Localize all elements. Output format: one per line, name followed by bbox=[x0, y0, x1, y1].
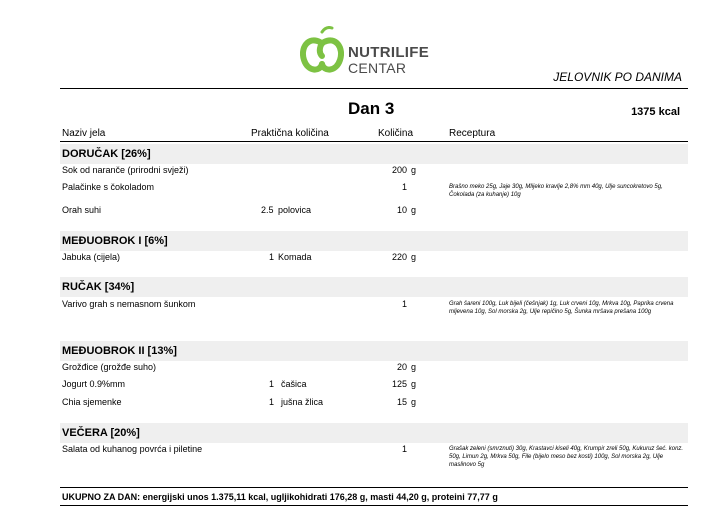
dish-unit: g bbox=[411, 362, 417, 372]
dish-name: Varivo grah s nemasnom šunkom bbox=[62, 299, 196, 309]
header-divider bbox=[60, 141, 688, 142]
section-header bbox=[60, 423, 688, 443]
dish-qty: 15 bbox=[397, 397, 408, 407]
dish-practical-num: 2.5 bbox=[261, 205, 274, 215]
dish-qty: 10 bbox=[397, 205, 408, 215]
dish-practical-num: 1 bbox=[269, 252, 275, 262]
title-divider bbox=[60, 88, 688, 89]
dish-qty: 125 bbox=[392, 379, 408, 389]
dish-unit: g bbox=[411, 379, 417, 389]
logo bbox=[300, 26, 440, 82]
dish-practical-unit: jušna žlica bbox=[281, 397, 324, 407]
section-title: VEČERA [20%] bbox=[62, 427, 140, 439]
dish-unit: g bbox=[411, 205, 417, 215]
document-title: JELOVNIK PO DANIMA bbox=[553, 70, 682, 84]
section-header bbox=[60, 144, 688, 164]
dish-qty: 1 bbox=[402, 182, 408, 192]
dish-unit: g bbox=[411, 397, 417, 407]
dish-practical-num: 1 bbox=[269, 379, 275, 389]
dish-recipe: Grah šareni 100g, Luk bijeli (češnjak) 1g, Luk crveni 10g, Mrkva 10g, Paprika crvena mljevena 10g, Sol morska 2g, Ulje repičino 5g, Šunka mršava prešana 100g bbox=[449, 301, 674, 315]
dish-name: Sok od naranče (prirodni svježi) bbox=[62, 165, 189, 175]
dish-name: Jabuka (cijela) bbox=[62, 252, 121, 262]
dish-qty: 20 bbox=[397, 362, 408, 372]
section-title: MEĐUOBROK I [6%] bbox=[62, 235, 168, 247]
daily-total: UKUPNO ZA DAN: energijski unos 1.375,11 kcal, ugljikohidrati 176,28 g, masti 44,20 g, proteini 77,77 g bbox=[62, 492, 498, 502]
dish-practical-unit: polovica bbox=[278, 205, 312, 215]
section-header bbox=[60, 277, 688, 297]
col-recipe-header: Receptura bbox=[449, 128, 496, 139]
apple-logo-icon bbox=[300, 26, 344, 76]
section-header bbox=[60, 341, 688, 361]
section-header bbox=[60, 231, 688, 251]
dish-unit: g bbox=[411, 165, 417, 175]
footer-divider bbox=[60, 487, 688, 488]
col-practical-header: Praktična količina bbox=[251, 128, 329, 139]
dish-qty: 220 bbox=[392, 252, 408, 262]
dish-name: Orah suhi bbox=[62, 205, 102, 215]
section-title: MEĐUOBROK II [13%] bbox=[62, 345, 177, 357]
dish-practical-num: 1 bbox=[269, 397, 275, 407]
footer-divider-bottom bbox=[60, 505, 688, 506]
brand-name: NUTRILIFE bbox=[348, 44, 430, 61]
dish-recipe: Grašak zeleni (smrznuti) 30g, Krastavci kiseli 40g, Krumpir zreli 50g, Kukuruz šeć. konz. 50g, Limun 2g, Mrkva 50g, File (bijelo meso bez kosti) 100g, Sol morska 2g, Ulje maslinovo 5g bbox=[449, 446, 684, 468]
section-title: DORUČAK [26%] bbox=[62, 148, 151, 160]
dish-qty: 1 bbox=[402, 299, 408, 309]
kcal-total: 1375 kcal bbox=[631, 106, 680, 118]
dish-name: Salata od kuhanog povrća i piletine bbox=[62, 444, 203, 454]
day-title: Dan 3 bbox=[348, 99, 395, 118]
dish-name: Grožđice (grožđe suho) bbox=[62, 362, 157, 372]
brand-sub: CENTAR bbox=[348, 60, 407, 76]
dish-name: Jogurt 0.9%mm bbox=[62, 379, 126, 389]
section-title: RUČAK [34%] bbox=[62, 281, 135, 293]
dish-name: Chia sjemenke bbox=[62, 397, 122, 407]
dish-name: Palačinke s čokoladom bbox=[62, 182, 155, 192]
dish-practical-unit: Komada bbox=[278, 252, 312, 262]
col-qty-header: Količina bbox=[378, 128, 414, 139]
dish-qty: 1 bbox=[402, 444, 408, 454]
dish-recipe: Brašno meko 25g, Jaje 30g, Mlijeko kravlje 2,8% mm 40g, Ulje suncokretovo 5g, Čokolada (za kuhanje) 10g bbox=[449, 184, 663, 198]
col-name-header: Naziv jela bbox=[62, 128, 106, 139]
dish-unit: g bbox=[411, 252, 417, 262]
dish-practical-unit: čašica bbox=[281, 379, 307, 389]
dish-qty: 200 bbox=[392, 165, 408, 175]
